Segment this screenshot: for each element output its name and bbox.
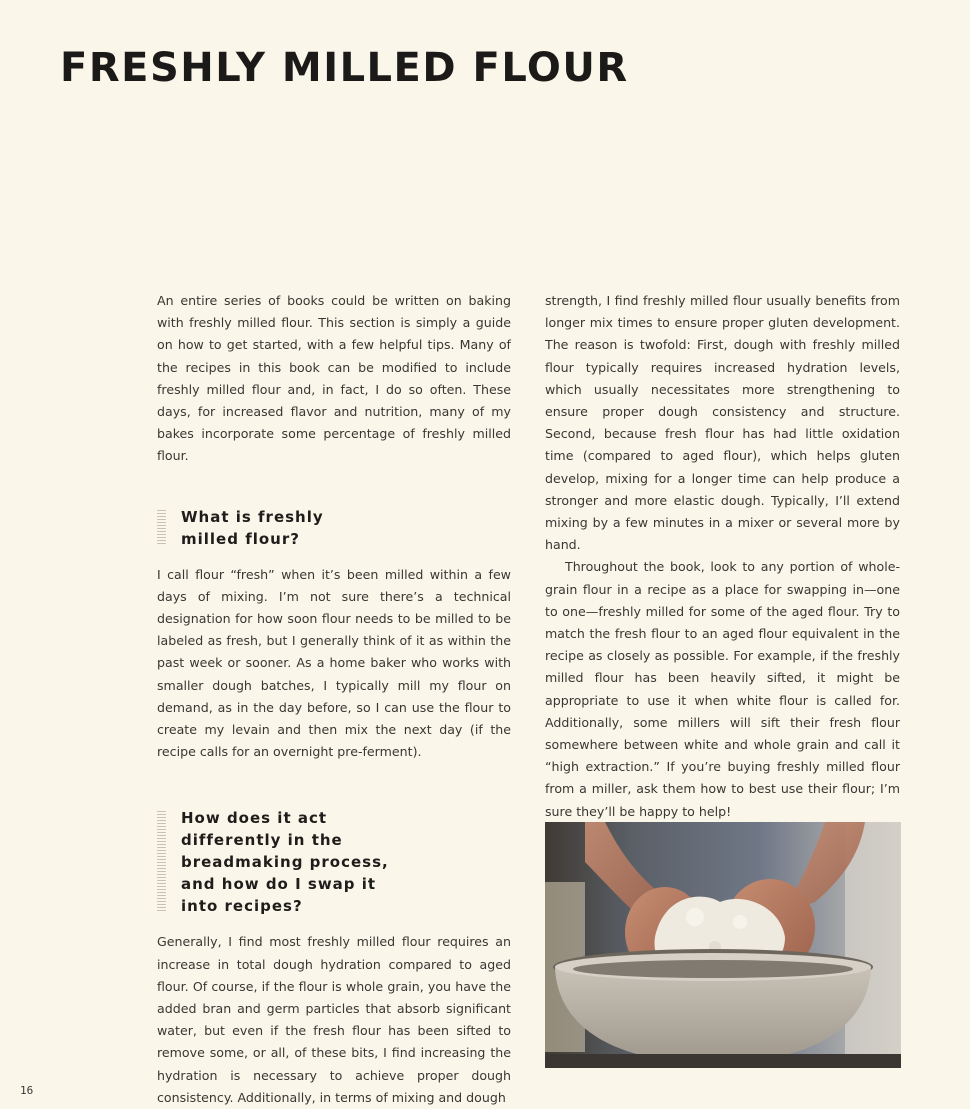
- section-what-is-body: I call flour “fresh” when it’s been milled within a few days of mixing. I’m not sure there’s a technical designation for how soon flour needs to be milled to be labeled as fresh, but I generally think of it as within the past week or sooner. As a home baker who works with smaller dough batches, I typically mill my flour on demand, as in the day before, so I can use the flour to create my levain and then mix the next day (if the recipe calls for an overnight pre-ferment).: [157, 566, 511, 760]
- section-how-heading-block: [157, 807, 511, 917]
- section-what-is-heading: What is freshly milled flour?: [181, 507, 324, 548]
- left-column: [157, 290, 511, 1109]
- right-column: [545, 290, 900, 823]
- flour-bowl-photo: [545, 822, 901, 1068]
- flour-bowl-illustration: [545, 822, 901, 1068]
- right-paragraph-2: Throughout the book, look to any portion of whole-grain flour in a recipe as a place for swapping in—one to one—freshly milled for some of the aged flour. Try to match the fresh flour to an aged flour equivalent in the recipe as closely as possible. For example, if the freshly milled flour has been heavily sifted, it might be appropriate to use it when white flour is called for. Additionally, some millers will sift their fresh flour somewhere between white and whole grain and call it “high extraction.” If you’re buying freshly milled flour from a miller, ask them how to best use their flour; I’m sure they’ll be happy to help!: [545, 559, 900, 819]
- section-how-body: Generally, I find most freshly milled flour requires an increase in total dough hydration compared to aged flour. Of course, if the flour is whole grain, you have the added bran and germ particles that absorb significant water, but even if the fresh flour has been sifted to remove some, or all, of these bits, I find increasing the hydration is necessary to achieve proper dough consistency. Additionally, in terms of mixing and dough: [157, 934, 511, 1105]
- heading-rule-decoration: [157, 811, 166, 913]
- page-title: FRESHLY MILLED FLOUR: [60, 45, 629, 91]
- intro-paragraph: An entire series of books could be written on baking with freshly milled flour. This section is simply a guide on how to get started, with a few helpful tips. Many of the recipes in this book can be modified to include freshly milled flour and, in fact, I do so often. These days, for increased flavor and nutrition, many of my bakes incorporate some percentage of freshly milled flour.: [157, 293, 511, 464]
- heading-rule-decoration: [157, 510, 166, 546]
- section-what-is-heading-block: [157, 506, 511, 550]
- section-how-heading: How does it act differently in the breadmaking process, and how do I swap it into recipes?: [181, 809, 389, 916]
- page-number: 16: [20, 1084, 34, 1097]
- right-paragraph-1: strength, I find freshly milled flour usually benefits from longer mix times to ensure proper gluten development. The reason is twofold: First, dough with freshly milled flour typically requires increased hydration levels, which usually necessitates more strengthening to ensure proper dough consistency and structure. Second, because fresh flour has had little oxidation time (compared to aged flour), which helps gluten develop, mixing for a longer time can help produce a stronger and more elastic dough. Typically, I’ll extend mixing by a few minutes in a mixer or several more by hand.: [545, 293, 900, 553]
